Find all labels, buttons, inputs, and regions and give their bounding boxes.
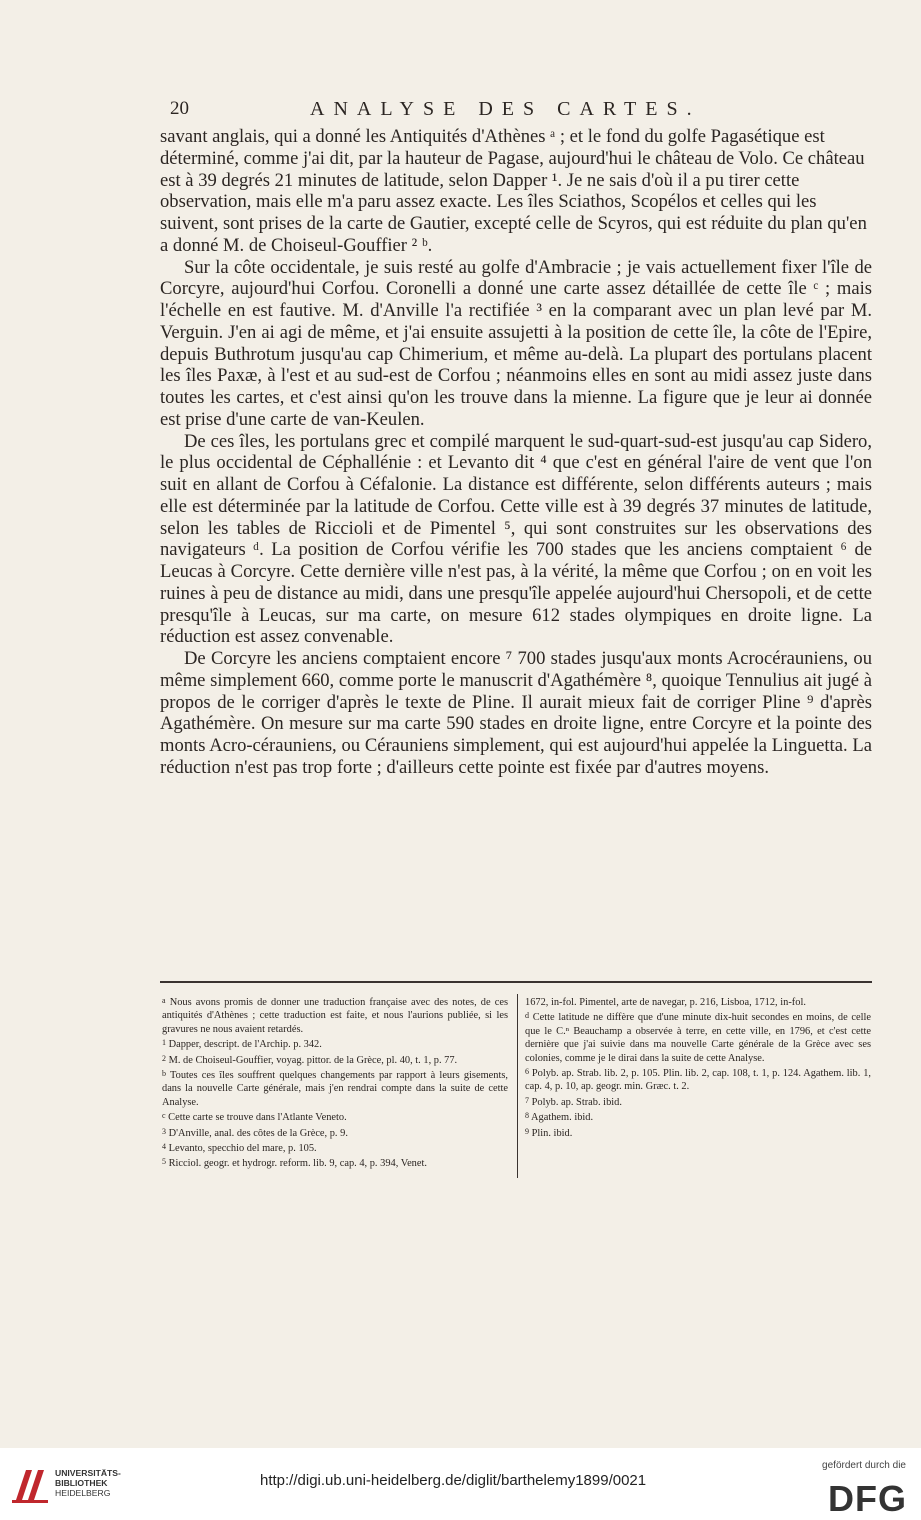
footnote-text: Dapper, descript. de l'Archip. p. 342.: [168, 1039, 322, 1051]
footnote-text: M. de Choiseul-Gouffier, voyag. pittor. de la Grèce, pl. 40, t. 1, p. 77.: [168, 1054, 458, 1066]
footnote: [525, 1009, 871, 1065]
footnote-mark: b: [162, 1069, 166, 1079]
footnote-mark: 2: [162, 1053, 166, 1063]
footnote: [162, 1052, 508, 1067]
footnote-rule: [160, 981, 872, 983]
paragraph: Sur la côte occidentale, je suis resté au golfe d'Ambracie ; je vais actuellement fixer l'île de Corcyre, aujourd'hui Corfou. Coronelli a donné une carte assez détaillée de cette île ᶜ ; mais l'échelle en est fautive. M. d'Anville l'a rectifiée ³ en la comparant avec un plan levé par M. Verguin. J'en ai agi de même, et j'ai ensuite assujetti à la position de cette île, la côte de l'Epire, depuis Buthrotum jusqu'au cap Chimerium, et même au-delà. La plupart des portulans placent les îles Paxæ, à l'est et au sud-est de Corfou ; néanmoins elles en sont au midi assez juste dans toutes les cartes, et c'est ainsi qu'on les trouve dans la mienne. La figure que je leur ai donnée est prise d'une carte de van-Keulen.: [160, 256, 872, 430]
footnote-mark: 9: [525, 1126, 529, 1136]
footnote: [525, 1094, 871, 1109]
footnote-mark: 8: [525, 1111, 529, 1121]
main-text: [160, 126, 872, 779]
column-divider: [517, 994, 518, 1178]
footnote-text: Agathem. ibid.: [531, 1112, 594, 1124]
footnote-text: Polyb. ap. Strab. lib. 2, p. 105. Plin. lib. 2, cap. 108, t. 1, p. 124. Agathem. lib. 1, cap. 4, p. 10, ap. geogr. min. Græc. t. 2.: [525, 1068, 871, 1093]
permalink-url[interactable]: http://digi.ub.uni-heidelberg.de/diglit/barthelemy1899/0021: [260, 1472, 647, 1489]
footnote-mark: c: [162, 1111, 166, 1121]
page-number: 20: [170, 98, 189, 119]
footnote: [525, 1125, 871, 1140]
logo-line: HEIDELBERG: [55, 1488, 111, 1498]
footnote: [162, 1125, 508, 1140]
footnotes-right: [525, 994, 871, 1140]
footnote-text: D'Anville, anal. des côtes de la Grèce, p. 9.: [168, 1127, 348, 1139]
dfg-logo[interactable]: DFG: [828, 1478, 907, 1519]
footnote: [162, 994, 508, 1036]
footnote: [525, 1109, 871, 1124]
footnote: [525, 1065, 871, 1094]
library-logo-text[interactable]: [55, 1468, 121, 1498]
page-header: [160, 98, 872, 124]
footnote-text: 1672, in-fol. Pimentel, arte de navegar, p. 216, Lisboa, 1712, in-fol.: [525, 997, 806, 1008]
logo-line: UNIVERSITÄTS-: [55, 1468, 121, 1478]
footnote: [162, 1155, 508, 1170]
footnote-mark: d: [525, 1011, 529, 1021]
footnote: [162, 1067, 508, 1109]
footnote-mark: 4: [162, 1142, 166, 1152]
sponsor-text: gefördert durch die: [822, 1460, 906, 1471]
footnotes-left: [162, 994, 508, 1171]
footnote-text: Polyb. ap. Strab. ibid.: [531, 1096, 622, 1108]
footnote-text: Nous avons promis de donner une traduction française avec des notes, de ces antiquités d'Athènes ; cette traduction est faite, et nous l'aurions publiée, si les gravures ne nous avaient retardés.: [162, 997, 508, 1035]
footnote-text: Levanto, specchio del mare, p. 105.: [168, 1143, 317, 1155]
footnote-mark: a: [162, 996, 166, 1005]
logo-line: BIBLIOTHEK: [55, 1478, 108, 1488]
footnote: [162, 1140, 508, 1155]
footnote: [162, 1109, 508, 1124]
footnote-text: Cette latitude ne diffère que d'une minute dix-huit secondes en moins, de celle que le C.ⁿ Beauchamp a observée à terre, en cette ville, en 1796, et c'est cette dernière que j'ai suivie dans ma nouvelle Carte générale de la Grèce avec ses colonies, comme je le dirai dans la suite de cette Analyse.: [525, 1012, 871, 1064]
footnote-mark: 6: [525, 1067, 529, 1077]
library-logo-icon[interactable]: [10, 1466, 50, 1504]
footnote-mark: 1: [162, 1038, 166, 1048]
footnote-text: Ricciol. geogr. et hydrogr. reform. lib. 9, cap. 4, p. 394, Venet.: [168, 1158, 427, 1170]
paragraph: savant anglais, qui a donné les Antiquités d'Athènes ᵃ ; et le fond du golfe Pagasétique est déterminé, comme j'ai dit, par la hauteur de Pagase, aujourd'hui le château de Volo. Ce château est à 39 degrés 21 minutes de latitude, selon Dapper ¹. Je ne sais d'où il a pu tirer cette observation, mais elle m'a paru assez exacte. Les îles Sciathos, Scopélos et celles qui les suivent, sont prises de la carte de Gautier, excepté celle de Scyros, qui est réduite du plan qu'en a donné M. de Choiseul-Gouffier ² ᵇ.: [160, 126, 867, 256]
footnote-text: Plin. ibid.: [531, 1127, 573, 1139]
footnote: [525, 994, 871, 1009]
footnote-text: Toutes ces îles souffrent quelques changements par rapport à leurs gisements, dans la nouvelle Carte générale, mais j'en rendrai compte dans la suite de cette Analyse.: [162, 1070, 508, 1108]
footnote: [162, 1036, 508, 1051]
paragraph: De Corcyre les anciens comptaient encore ⁷ 700 stades jusqu'aux monts Acrocérauniens, ou même simplement 660, comme porte le manuscrit d'Agathémère ⁸, quoique Tennulius ait jugé à propos de le corriger d'après le texte de Pline. Il aurait mieux fait de corriger Pline ⁹ d'après Agathémère. On mesure sur ma carte 590 stades en droite ligne, entre Corcyre et la pointe des monts Acro-cérauniens, ou Cérauniens simplement, qui est aujourd'hui appelée la Linguetta. La réduction n'est pas trop forte ; d'ailleurs cette pointe est fixée par d'autres moyens.: [160, 648, 872, 778]
footnote-mark: 7: [525, 1095, 529, 1105]
running-title: ANALYSE DES CARTES.: [310, 98, 701, 120]
footnote-text: Cette carte se trouve dans l'Atlante Veneto.: [168, 1112, 347, 1124]
footnote-mark: 5: [162, 1157, 166, 1167]
paragraph: De ces îles, les portulans grec et compilé marquent le sud-quart-sud-est jusqu'au cap Sidero, le plus occidental de Céphallénie : et Levanto dit ⁴ que c'est en général l'aire de vent que l'on suit en allant de Corfou à Céfalonie. La distance est différente, selon différents auteurs ; mais elle est déterminée par la latitude de Corfou. Cette ville est à 39 degrés 37 minutes de latitude, selon les tables de Riccioli et de Pimentel ⁵, qui sont construites sur les observations des navigateurs ᵈ. La position de Corfou vérifie les 700 stades que les anciens comptaient ⁶ de Leucas à Corcyre. Cette dernière ville n'est pas, à la vérité, la même que Corfou ; on en voit les ruines à peu de distance au midi, dans une presqu'île appelée aujourd'hui Chersopoli, et de cette presqu'île à Leucas, sur ma carte, on mesure 612 stades olympiques en droite ligne. La réduction est assez convenable.: [160, 430, 872, 648]
footnote-mark: 3: [162, 1126, 166, 1136]
